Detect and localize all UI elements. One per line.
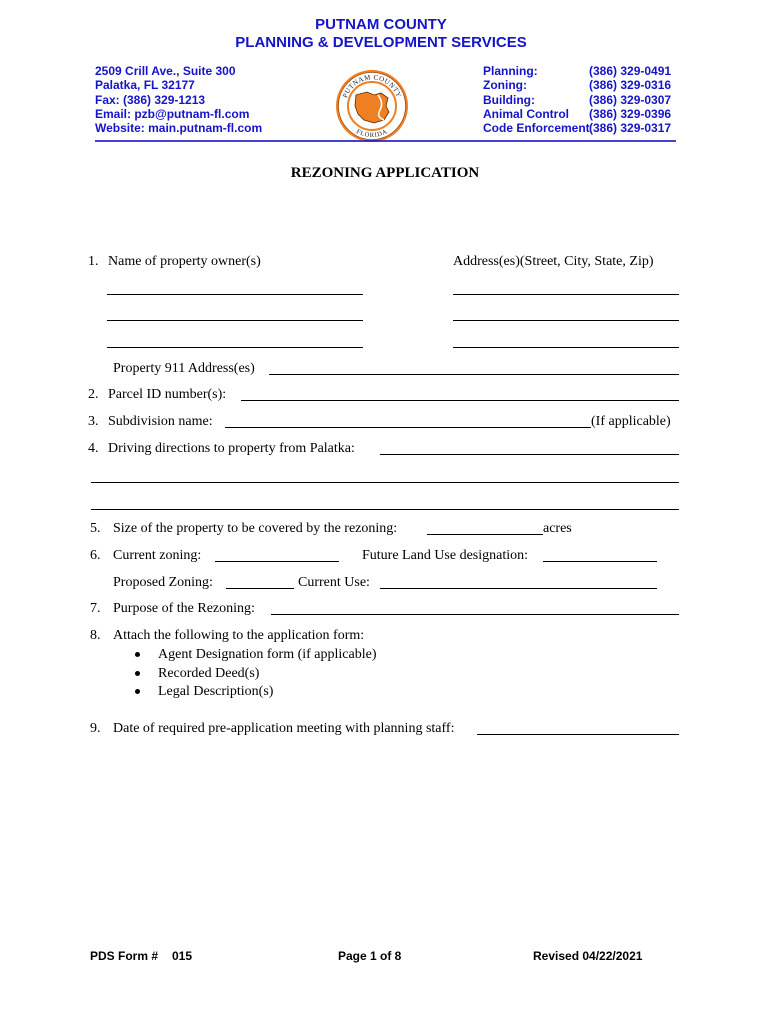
- attachment-item: Legal Description(s): [158, 684, 274, 699]
- owner-name-field-1[interactable]: [107, 278, 363, 295]
- footer-revised-date: Revised 04/22/2021: [533, 949, 643, 963]
- future-land-use-field[interactable]: [543, 545, 657, 562]
- current-use-label: Current Use:: [298, 575, 370, 590]
- q9-number: 9.: [90, 721, 101, 736]
- rezoning-purpose-field[interactable]: [271, 598, 679, 615]
- directory-phone: (386) 329-0316: [589, 78, 672, 93]
- current-zoning-field[interactable]: [215, 545, 339, 562]
- directory-division: Building:: [483, 92, 535, 107]
- owner-name-field-3[interactable]: [107, 331, 363, 348]
- bullet-icon: [135, 671, 140, 676]
- q7-number: 7.: [90, 601, 101, 616]
- bullet-icon: [135, 652, 140, 657]
- pre-application-date-field[interactable]: [477, 718, 679, 735]
- directory-row-zoning: [483, 78, 683, 92]
- property-911-label: Property 911 Address(es): [113, 361, 255, 376]
- q5-number: 5.: [90, 521, 101, 536]
- footer-page-number: Page 1 of 8: [338, 949, 402, 963]
- q2-number: 2.: [88, 387, 99, 402]
- driving-directions-field-line-2[interactable]: [91, 466, 679, 483]
- directory-division: Code Enforcement: [483, 121, 590, 135]
- property-size-unit: acres: [543, 521, 572, 536]
- subdivision-label: Subdivision name:: [108, 414, 213, 429]
- directory-row-code-enforcement: [483, 121, 683, 135]
- org-name: PUTNAM COUNTY: [315, 16, 447, 33]
- seal-bottom-text: FLORIDA: [354, 128, 390, 140]
- department-name: PLANNING & DEVELOPMENT SERVICES: [235, 34, 527, 51]
- directory-phone: (386) 329-0317: [589, 121, 672, 135]
- footer-form-label: PDS Form #: [90, 949, 159, 963]
- directory-row-building: [483, 93, 683, 107]
- county-seal: [334, 68, 410, 144]
- header-divider: [95, 140, 676, 142]
- owner-address-field-2[interactable]: [453, 304, 679, 321]
- parcel-id-field[interactable]: [241, 384, 679, 401]
- property-size-label: Size of the property to be covered by the rezoning:: [113, 521, 398, 536]
- driving-directions-field-line-3[interactable]: [91, 493, 679, 510]
- directory-division: Animal Control: [483, 106, 569, 121]
- q4-number: 4.: [88, 441, 99, 456]
- footer-form-number: 015: [172, 949, 193, 963]
- form-title: REZONING APPLICATION: [290, 165, 480, 181]
- parcel-id-label: Parcel ID number(s):: [108, 387, 227, 402]
- directory-phone: (386) 329-0491: [589, 64, 672, 78]
- owner-address-field-1[interactable]: [453, 278, 679, 295]
- county-seal-icon: [334, 68, 410, 144]
- bullet-icon: [135, 689, 140, 694]
- attachment-item: Recorded Deed(s): [158, 666, 260, 681]
- attachments-label: Attach the following to the application form:: [113, 628, 365, 643]
- directory-phone: (386) 329-0307: [589, 92, 672, 107]
- directory-row-planning: [483, 64, 683, 78]
- contact-address-block: [95, 64, 262, 135]
- owner-address-field-3[interactable]: [453, 331, 679, 348]
- q3-number: 3.: [88, 414, 99, 429]
- directory-phone: (386) 329-0396: [589, 106, 672, 121]
- attachment-item: Agent Designation form (if applicable): [158, 647, 377, 662]
- email-address: Email: pzb@putnam-fl.com: [95, 106, 250, 121]
- owner-address-label: Address(es)(Street, City, State, Zip): [453, 254, 654, 269]
- driving-directions-field[interactable]: [380, 438, 679, 455]
- q6-number: 6.: [90, 548, 101, 563]
- seal-top-text: PUTNAM COUNTY: [341, 73, 403, 99]
- subdivision-note: (If applicable): [591, 414, 671, 429]
- property-size-field[interactable]: [427, 518, 543, 535]
- subdivision-field[interactable]: [225, 411, 591, 428]
- q1-number: 1.: [88, 254, 99, 269]
- current-use-field[interactable]: [380, 572, 657, 589]
- city-state-zip: Palatka, FL 32177: [95, 78, 195, 93]
- owner-name-label: Name of property owner(s): [108, 254, 261, 269]
- pre-application-date-label: Date of required pre-application meeting with planning staff:: [113, 721, 455, 736]
- directory-row-animal-control: [483, 107, 683, 121]
- q8-number: 8.: [90, 628, 101, 643]
- property-911-field[interactable]: [269, 358, 679, 375]
- website-address: Website: main.putnam-fl.com: [95, 121, 263, 135]
- rezoning-purpose-label: Purpose of the Rezoning:: [113, 601, 255, 616]
- proposed-zoning-label: Proposed Zoning:: [113, 575, 213, 590]
- street-address: 2509 Crill Ave., Suite 300: [95, 64, 236, 78]
- driving-directions-label: Driving directions to property from Palatka:: [108, 441, 355, 456]
- current-zoning-label: Current zoning:: [113, 548, 202, 563]
- proposed-zoning-field[interactable]: [226, 572, 294, 589]
- phone-directory: [483, 64, 683, 135]
- owner-name-field-2[interactable]: [107, 304, 363, 321]
- directory-division: Zoning:: [483, 78, 527, 93]
- fax-number: Fax: (386) 329-1213: [95, 92, 206, 107]
- directory-division: Planning:: [483, 64, 538, 78]
- future-land-use-label: Future Land Use designation:: [362, 548, 529, 563]
